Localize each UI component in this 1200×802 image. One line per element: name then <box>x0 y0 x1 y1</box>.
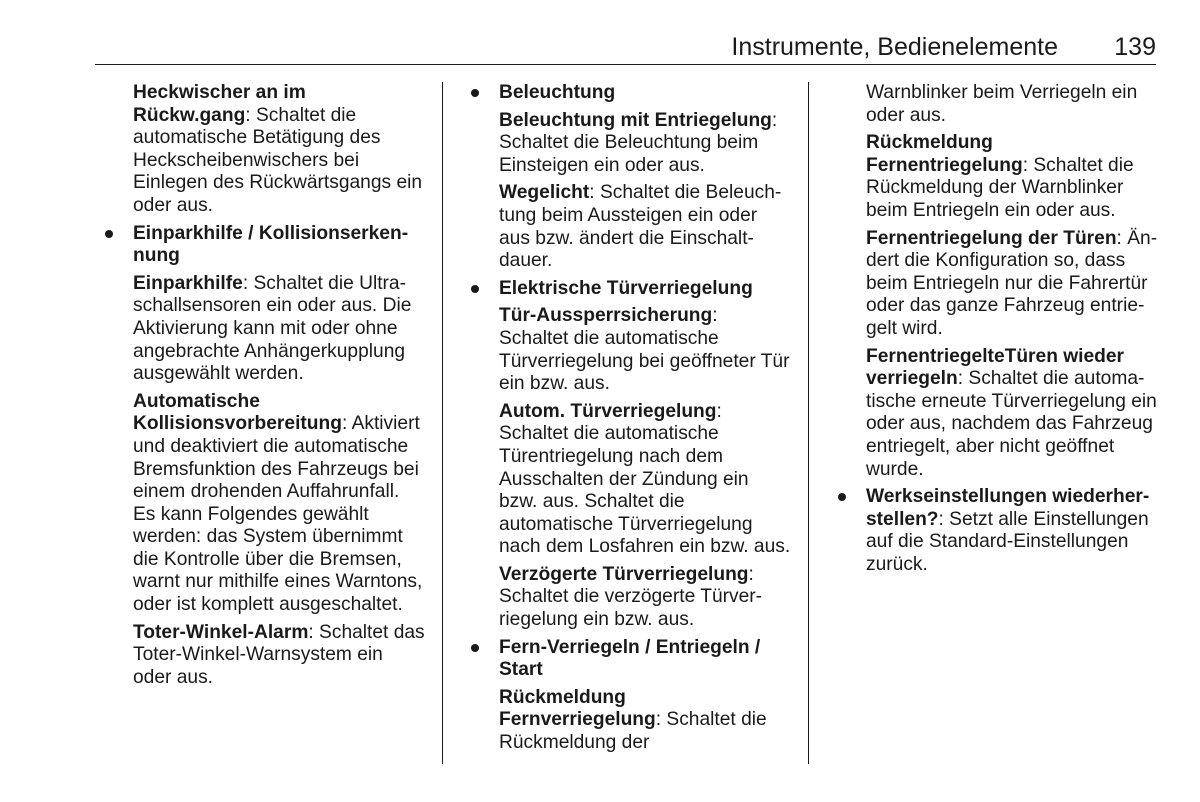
paragraph-wieder-verriegeln <box>866 346 1158 482</box>
column-1 <box>133 82 425 694</box>
setting-description: : Schaltet die Rückmeldung der <box>499 709 767 754</box>
paragraph-verzoegerte-tuerverriegelung <box>499 564 791 632</box>
setting-label: Toter-Winkel-Alarm <box>133 621 309 643</box>
paragraph-rueckmeldung-fernverriegelung <box>499 687 791 755</box>
setting-label: Heckwischer an im Rückw.gang <box>133 82 306 126</box>
page-header <box>95 30 1156 65</box>
item-title: Elektrische Türverriegelung <box>499 277 753 299</box>
item-title: Beleuchtung <box>499 82 616 103</box>
column-divider-2 <box>808 82 809 764</box>
setting-description: : Schaltet das Toter-Winkel-Warnsystem ein oder aus. <box>133 621 425 688</box>
setting-label: Einparkhilfe <box>133 272 243 294</box>
setting-label: Verzögerte Türverriegelung <box>499 563 749 585</box>
paragraph-kollisionsvorbereitung <box>133 391 425 617</box>
setting-description: : Schaltet die Beleuchtung beim Aussteigen ein oder aus bzw. ändert die Einschaltdauer. <box>499 182 782 272</box>
item-title: Fern-Verriegeln / Entriegeln / Start <box>499 636 761 681</box>
setting-description: : Ändert die Konfiguration so, dass beim Entriegeln nur die Fahrertür oder das ganze Fahrzeug entriegelt wird. <box>866 227 1158 339</box>
paragraph-rueckmeldung-fernentriegelung <box>866 132 1158 222</box>
paragraph-fernentriegelung-tueren <box>866 228 1158 341</box>
setting-label: Beleuchtung mit Entriegelung <box>499 109 772 131</box>
setting-label: Rückmeldung Fernentriegelung <box>866 132 1023 176</box>
column-3 <box>866 82 1158 581</box>
list-item-tuerverriegelung <box>499 278 791 632</box>
list-item-einparkhilfe <box>133 223 425 690</box>
setting-label: Rückmeldung Fernverriegelung <box>499 686 656 731</box>
bullet-icon <box>471 285 479 293</box>
list-item-werkseinstellungen <box>866 486 1158 576</box>
bullet-icon <box>471 644 479 652</box>
paragraph-toter-winkel <box>133 622 425 690</box>
setting-description: Warnblinker beim Verriegeln ein oder aus. <box>866 82 1138 126</box>
setting-label: Automatische Kollisionsvorbereitung <box>133 390 342 435</box>
section-title: Instrumente, Bedienelemente <box>731 33 1058 61</box>
column-2 <box>499 82 791 760</box>
paragraph-wegelicht <box>499 182 791 272</box>
setting-description: : Schaltet die Ultraschallsensoren ein oder aus. Die Aktivierung kann mit oder ohne angebrachte Anhängerkupplung ausgewählt werden. <box>133 272 412 385</box>
setting-description: : Aktiviert und deaktiviert die automatische Bremsfunktion des Fahrzeugs bei einem drohenden Auffahrunfall. Es kann Folgendes gewählt werden: das System übernimmt die Kontrolle über die Bremsen, warnt nur mithilfe eines Warntons, oder ist komplett ausgeschaltet. <box>133 413 423 616</box>
paragraph-autom-tuerverriegelung <box>499 401 791 559</box>
bullet-icon <box>471 89 479 97</box>
page-number: 139 <box>1114 33 1156 61</box>
paragraph-aussperrsicherung <box>499 305 791 395</box>
setting-description: : Schaltet die Beleuchtung beim Einsteigen ein oder aus. <box>499 109 778 176</box>
setting-description: : Schaltet die automatische Türverriegelung bei geöffneter Tür ein bzw. aus. <box>499 305 790 395</box>
item-title: Einparkhilfe / Kollisionserkennung <box>133 222 409 267</box>
setting-description: : Schaltet die automatische Betätigung des Heckscheibenwischers bei Einlegen des Rückwärtsgangs ein oder aus. <box>133 104 423 216</box>
paragraph-einparkhilfe <box>133 273 425 386</box>
setting-label: Autom. Türverriegelung <box>499 400 717 422</box>
setting-description: : Schaltet die automatische Türentriegelung nach dem Ausschalten der Zündung ein bzw. aus. Schaltet die automatische Türverriegelung nach dem Losfahren ein bzw. aus. <box>499 400 791 558</box>
list-item-fern-verriegeln <box>499 637 791 755</box>
setting-label: Wegelicht <box>499 182 590 204</box>
paragraph-warnblinker-verriegeln <box>866 82 1158 127</box>
setting-description: : Schaltet die automatische erneute Türverriegelung ein oder aus, nachdem das Fahrzeug entriegelt, aber nicht geöffnet wurde. <box>866 368 1157 480</box>
setting-label: Werkseinstellungen wiederherstellen? <box>866 486 1150 530</box>
paragraph-beleuchtung-entriegelung <box>499 110 791 178</box>
setting-description: : Schaltet die verzögerte Türverriegelung ein bzw. aus. <box>499 563 763 631</box>
paragraph-heckwischer <box>133 82 425 218</box>
setting-label: FernentriegelteTüren wieder verriegeln <box>866 345 1125 390</box>
setting-description: : Setzt alle Einstellungen auf die Standard-Einstellungen zurück. <box>866 508 1149 575</box>
setting-label: Fernentriegelung der Türen <box>866 227 1117 249</box>
column-divider-1 <box>442 82 443 764</box>
bullet-icon <box>105 230 113 238</box>
bullet-icon <box>838 493 846 501</box>
paragraph-werkseinstellungen <box>866 486 1158 576</box>
setting-label: Tür-Aussperrsicherung <box>499 305 713 327</box>
list-item-beleuchtung <box>499 82 791 273</box>
setting-description: : Schaltet die Rückmeldung der Warnblinker beim Entriegeln ein oder aus. <box>866 154 1134 221</box>
